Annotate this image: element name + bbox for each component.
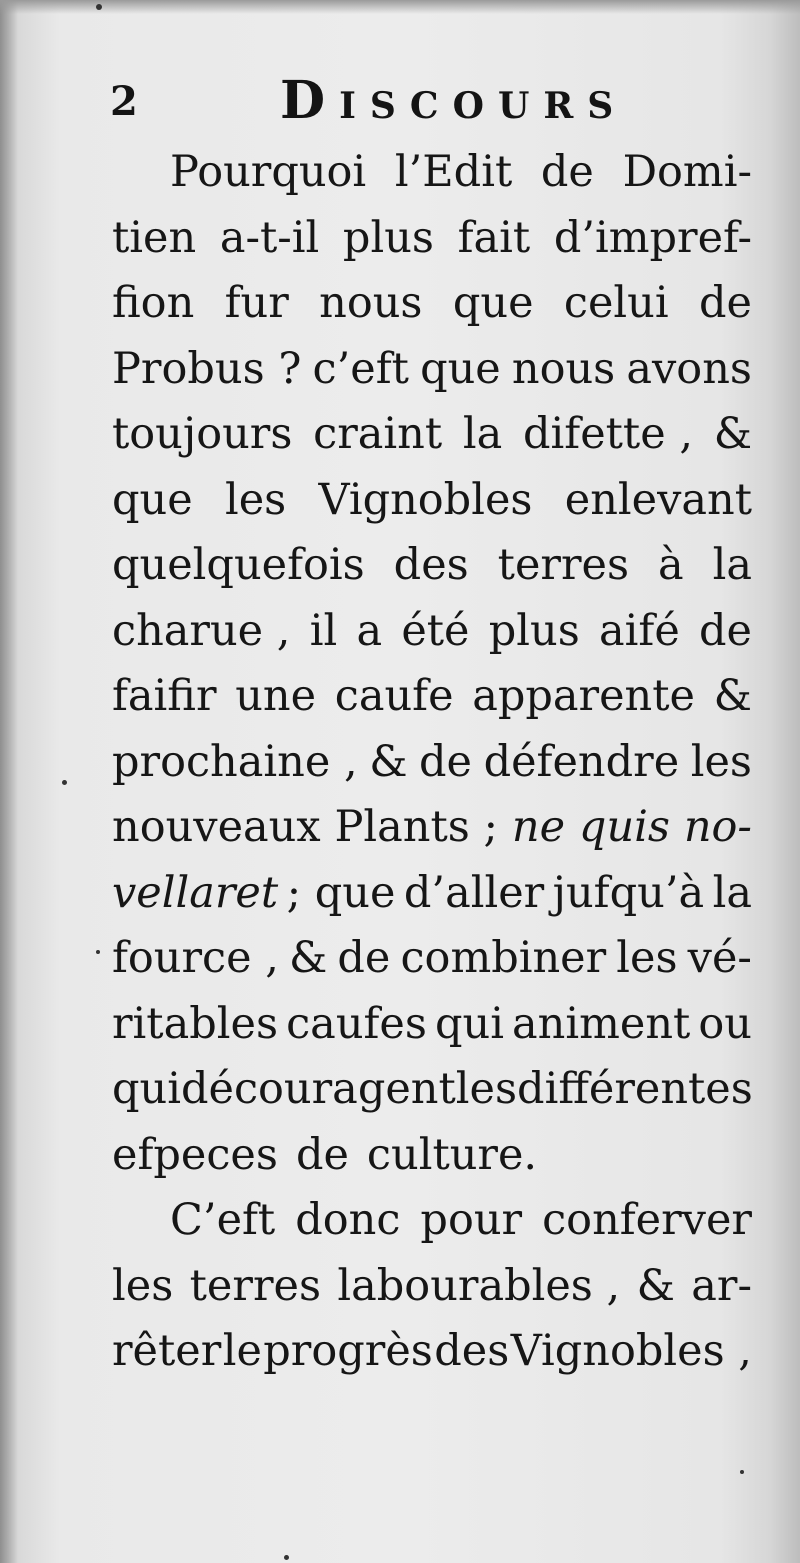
word: difette , (523, 409, 693, 459)
text-line (112, 533, 752, 599)
text-line (112, 992, 752, 1058)
word: & (636, 1260, 675, 1311)
word: qui (435, 998, 504, 1049)
ink-speck (62, 780, 67, 785)
word: & (713, 671, 752, 721)
word: les (690, 736, 752, 787)
word: il (309, 605, 338, 656)
word: de (337, 933, 391, 983)
word: la (462, 409, 503, 459)
word: les (224, 474, 287, 525)
word: des (434, 1326, 510, 1376)
word: culture. (366, 1129, 538, 1180)
word: d’impref- (553, 212, 752, 263)
word: Probus ? (112, 343, 302, 394)
ink-speck (96, 4, 102, 10)
word: que (112, 474, 193, 525)
word: de (540, 147, 594, 197)
word: caufe (334, 671, 454, 721)
text-line (112, 1319, 752, 1385)
text-line (112, 402, 752, 468)
text-line (112, 664, 752, 730)
word: à (657, 540, 684, 590)
word: les (455, 1064, 518, 1114)
text-line (112, 1188, 752, 1254)
word: des (393, 540, 469, 590)
word: Plants ; (334, 802, 499, 852)
word: prochaine , (112, 736, 358, 787)
word: apparente (472, 671, 695, 721)
word: charue , (112, 605, 291, 656)
word: vé- (687, 933, 752, 983)
text-line (112, 337, 752, 403)
word: de (295, 1129, 349, 1180)
word: nouveaux (112, 802, 321, 852)
word: fait (457, 212, 531, 263)
word: que (420, 343, 501, 394)
word: ritables (112, 998, 279, 1049)
ink-speck (284, 1555, 289, 1560)
word: Vignobles , (510, 1326, 752, 1376)
text-line (112, 795, 752, 861)
word: ne (511, 802, 566, 852)
word: fur (224, 278, 289, 328)
word: différentes (517, 1064, 753, 1114)
text-line (112, 1057, 752, 1123)
text-line (112, 926, 752, 992)
word: quis (578, 802, 670, 852)
word: celui (563, 278, 669, 328)
word: de (698, 278, 752, 328)
word: l’Edit (394, 147, 513, 197)
word: ou (698, 998, 752, 1049)
word: avons (626, 343, 752, 394)
word: fion (112, 278, 195, 328)
text-line (112, 206, 752, 272)
word: conferver (542, 1195, 752, 1245)
text-line (112, 468, 752, 534)
word: & (289, 933, 328, 983)
word: C’eft (170, 1195, 276, 1245)
word: que (452, 278, 534, 328)
word: le (222, 1326, 262, 1376)
word: & (369, 736, 408, 787)
body-text (112, 140, 752, 1385)
word: la (712, 867, 752, 918)
word: plus (488, 605, 580, 656)
word: enlevant (564, 474, 752, 525)
text-line (112, 1254, 752, 1320)
word: ; que (286, 867, 396, 918)
running-title: Discours (280, 70, 628, 131)
word: aifé (599, 605, 680, 656)
word: nous (511, 343, 616, 394)
word: de (699, 605, 752, 656)
word: tien (112, 212, 197, 263)
word: c’eft (312, 343, 409, 394)
word: les (616, 933, 678, 983)
gutter-shadow (0, 0, 18, 1563)
word: une (235, 671, 317, 721)
text-line (112, 730, 752, 796)
word: Pourquoi (170, 147, 367, 197)
word: & (713, 409, 752, 459)
top-edge-shadow (0, 0, 800, 14)
word: animent (512, 998, 691, 1049)
word: vellaret (112, 867, 279, 918)
word: jufqu’à (552, 867, 705, 918)
word: la (712, 540, 752, 590)
word: Vignobles (318, 474, 533, 525)
word: été (401, 605, 470, 656)
text-line (112, 271, 752, 337)
word: pour (420, 1195, 523, 1245)
word: quelquefois (112, 540, 365, 590)
word: nous (319, 278, 423, 328)
word: faifir (112, 671, 217, 721)
word: a-t-il (219, 212, 320, 263)
word: progrès (263, 1326, 433, 1376)
word: toujours (112, 409, 293, 459)
word: rêter (112, 1326, 222, 1376)
text-line (112, 140, 752, 206)
page-number: 2 (110, 78, 138, 125)
word: donc (295, 1195, 401, 1245)
word: défendre (483, 736, 680, 787)
word: découragent (180, 1064, 456, 1114)
word: les (112, 1260, 174, 1311)
word: de (419, 736, 473, 787)
word: craint (313, 409, 443, 459)
word: no- (683, 802, 752, 852)
text-line (112, 861, 752, 927)
word: caufes (286, 998, 427, 1049)
word: fource , (112, 933, 279, 983)
word: terres (189, 1260, 322, 1311)
word: Domi- (622, 147, 752, 197)
word: efpeces (112, 1129, 278, 1180)
ink-speck (96, 950, 100, 954)
text-line (112, 599, 752, 665)
word: a (356, 605, 383, 656)
word: plus (342, 212, 434, 263)
word: ar- (691, 1260, 752, 1311)
word: labourables , (337, 1260, 621, 1311)
word: qui (112, 1064, 181, 1114)
ink-speck (740, 1470, 744, 1474)
word: terres (497, 540, 630, 590)
word: d’aller (403, 867, 545, 918)
text-line (112, 1123, 752, 1189)
running-head (110, 70, 650, 130)
word: combiner (400, 933, 607, 983)
